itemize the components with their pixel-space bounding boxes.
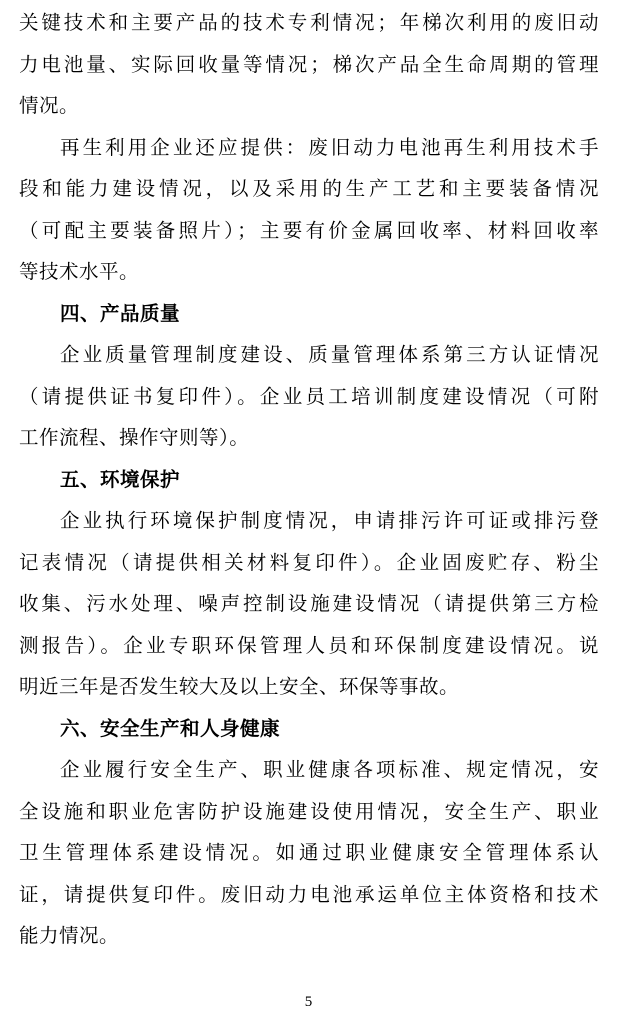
paragraph-recycling-enterprise bbox=[19, 127, 599, 293]
text-line: 能力情况。 bbox=[19, 924, 120, 947]
page-number: 5 bbox=[304, 994, 313, 1010]
text-line: （请提供证书复印件）。企业员工培训制度建设情况（可附 bbox=[19, 384, 599, 408]
text-line: 关键技术和主要产品的技术专利情况；年梯次利用的废旧动 bbox=[19, 11, 599, 34]
text-line: 全设施和职业危害防护设施建设使用情况，安全生产、职业 bbox=[19, 799, 599, 823]
section-heading-environment: 五、环境保护 bbox=[60, 467, 181, 491]
text-line: 收集、污水处理、噪声控制设施建设情况（请提供第三方检 bbox=[19, 592, 599, 615]
text-line: 卫生管理体系建设情况。如通过职业健康安全管理体系认 bbox=[19, 841, 599, 864]
paragraph-safety-health bbox=[19, 749, 599, 957]
text-line: 证，请提供复印件。废旧动力电池承运单位主体资格和技术 bbox=[19, 882, 599, 906]
text-line: 测报告）。企业专职环保管理人员和环保制度建设情况。说 bbox=[19, 633, 599, 657]
paragraph-environment bbox=[19, 500, 599, 708]
text-line: 企业执行环境保护制度情况，申请排污许可证或排污登 bbox=[60, 509, 599, 532]
text-line: 情况。 bbox=[19, 94, 80, 117]
section-heading-safety-health: 六、安全生产和人身健康 bbox=[60, 716, 281, 740]
text-line: 记表情况（请提供相关材料复印件）。企业固废贮存、粉尘 bbox=[19, 550, 599, 574]
text-line: 等技术水平。 bbox=[19, 260, 140, 283]
document-body bbox=[19, 2, 599, 957]
text-line: 段和能力建设情况，以及采用的生产工艺和主要装备情况 bbox=[19, 177, 599, 200]
paragraph-continuation bbox=[19, 2, 599, 127]
text-line: 企业质量管理制度建设、质量管理体系第三方认证情况 bbox=[60, 343, 599, 366]
text-line: 企业履行安全生产、职业健康各项标准、规定情况，安 bbox=[60, 758, 599, 781]
paragraph-product-quality bbox=[19, 334, 599, 459]
text-line: 再生利用企业还应提供：废旧动力电池再生利用技术手 bbox=[60, 135, 599, 159]
text-line: （可配主要装备照片）；主要有价金属回收率、材料回收率 bbox=[19, 218, 599, 242]
text-line: 力电池量、实际回收量等情况；梯次产品全生命周期的管理 bbox=[19, 52, 599, 76]
text-line: 明近三年是否发生较大及以上安全、环保等事故。 bbox=[19, 675, 460, 698]
text-line: 工作流程、操作守则等）。 bbox=[19, 426, 250, 449]
section-heading-product-quality: 四、产品质量 bbox=[60, 301, 181, 325]
